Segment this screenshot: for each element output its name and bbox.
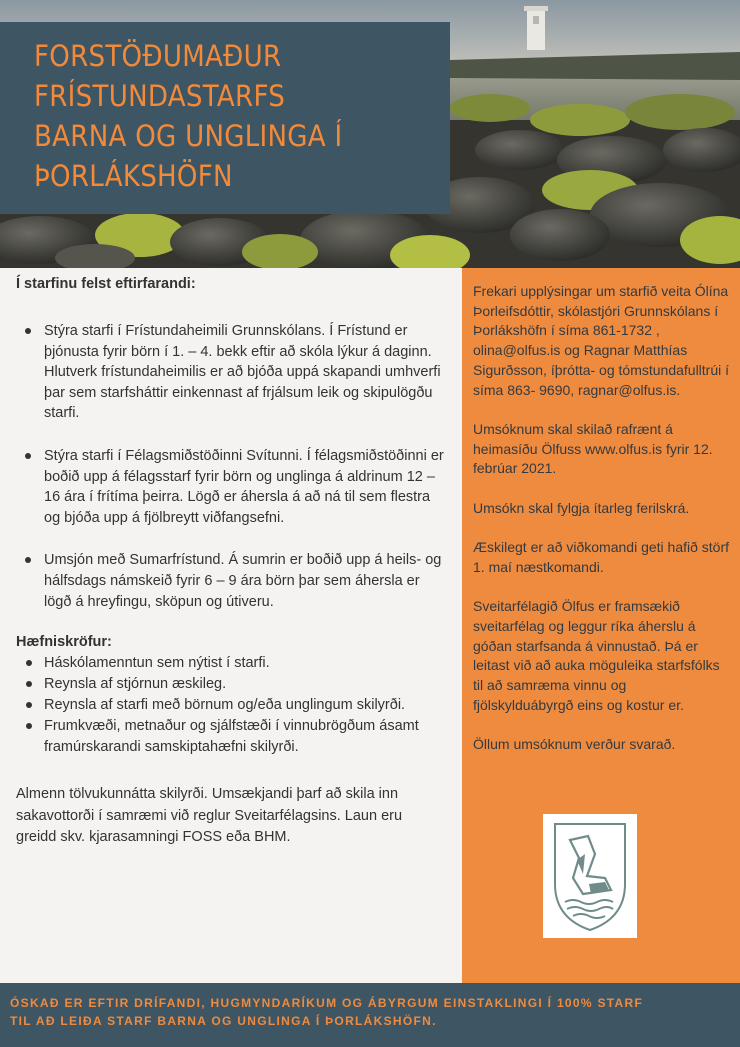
qualifications-list <box>16 653 444 758</box>
duties-heading: Í starfinu felst eftirfarandi: <box>16 276 196 292</box>
qualification-item: Reynsla af stjórnun æskileg. <box>16 674 444 695</box>
page-title-line-1: FORSTÖÐUMAÐUR <box>34 39 282 73</box>
footer-line-1: ÓSKAÐ ER EFTIR DRÍFANDI, HUGMYNDARÍKUM OG ÁBYRGUM EINSTAKLINGI Í 100% STARF <box>10 996 644 1010</box>
start-date-paragraph: Æskilegt er að viðkomandi geti hafið störf 1. maí næstkomandi. <box>473 539 730 575</box>
page-title-line-3: BARNA OG UNGLINGA Í <box>34 119 343 153</box>
qualification-item: Frumkvæði, metnaður og sjálfstæði í vinnubrögðum ásamt framúrskarandi samskiptahæfni skilyrði. <box>16 716 444 758</box>
closing-paragraph: Almenn tölvukunnátta skilyrði. Umsækjandi þarf að skila inn sakavottorði í samræmi við reglur Sveitarfélagsins. Laun eru greidd skv. kjarasamningi FOSS eða BHM. <box>16 786 403 846</box>
duty-item: Umsjón með Sumarfrístund. Á sumrin er boðið upp á heils- og hálfsdags námskeið fyrir 6 – 9 ára börn þar sem áhersla er lögð á hreyfingu, sköpun og útiveru. <box>16 550 444 612</box>
response-paragraph: Öllum umsóknum verður svarað. <box>473 736 676 753</box>
duty-item: Stýra starfi í Frístundaheimili Grunnskólans. Í Frístund er þjónusta fyrir börn í 1. – 4. bekk eftir að skóla lýkur á daginn. Hlutverk frístundaheimilis er að bjóða uppá skapandi umhverfi þar sem starfsháttir einkennast af frjálsum leik og skipulögðu starfi. <box>16 321 444 424</box>
qualifications-heading: Hæfniskröfur: <box>16 634 112 651</box>
cv-paragraph: Umsókn skal fylgja ítarleg ferilskrá. <box>473 499 690 516</box>
footer-line-2: TIL AÐ LEIÐA STARF BARNA OG UNGLINGA Í ÞORLÁKSHÖFN. <box>10 1014 437 1028</box>
qualification-item: Háskólamenntun sem nýtist í starfi. <box>16 653 444 674</box>
page-title-line-2: FRÍSTUNDASTARFS <box>34 79 286 113</box>
olfus-crest-logo-icon <box>543 814 637 938</box>
job-description-column <box>0 268 462 983</box>
contact-info-column <box>462 268 740 983</box>
contact-paragraph: Frekari upplýsingar um starfið veita Ólína Þorleifsdóttir, skólastjóri Grunnskólans í Þorlákshöfn í síma 861-1732 , olina@olfus.is og Ragnar Matthías Sigurðsson, íþrótta- og tómstundafulltrúi í síma 863- 9690, ragnar@olfus.is. <box>473 283 730 398</box>
hero-banner <box>0 0 740 268</box>
application-deadline-paragraph: Umsóknum skal skilað rafrænt á heimasíðu Ölfuss www.olfus.is fyrir 12. febrúar 2021. <box>473 420 713 477</box>
footer-banner <box>0 983 740 1047</box>
page-title-line-4: ÞORLÁKSHÖFN <box>34 159 233 193</box>
title-panel <box>0 22 450 214</box>
employer-paragraph: Sveitarfélagið Ölfus er framsækið sveitarfélag og leggur ríka áherslu á góðan starfsanda á vinnustað. Þá er leitast við að auka möguleika starfsfólks til að samræma vinnu og fjölskylduábyrgð eins og kostur er. <box>473 598 720 713</box>
qualification-item: Reynsla af starfi með börnum og/eða unglingum skilyrði. <box>16 695 444 716</box>
duties-list <box>16 321 444 612</box>
duty-item: Stýra starfi í Félagsmiðstöðinni Svítunni. Í félagsmiðstöðinni er boðið upp á félagsstarf fyrir börn og unglinga á aldrinum 12 – 16 ára í frítíma þeirra. Lögð er áhersla á að ná til sem flestra og bjóða upp á fjölbreytt viðfangsefni. <box>16 446 444 528</box>
